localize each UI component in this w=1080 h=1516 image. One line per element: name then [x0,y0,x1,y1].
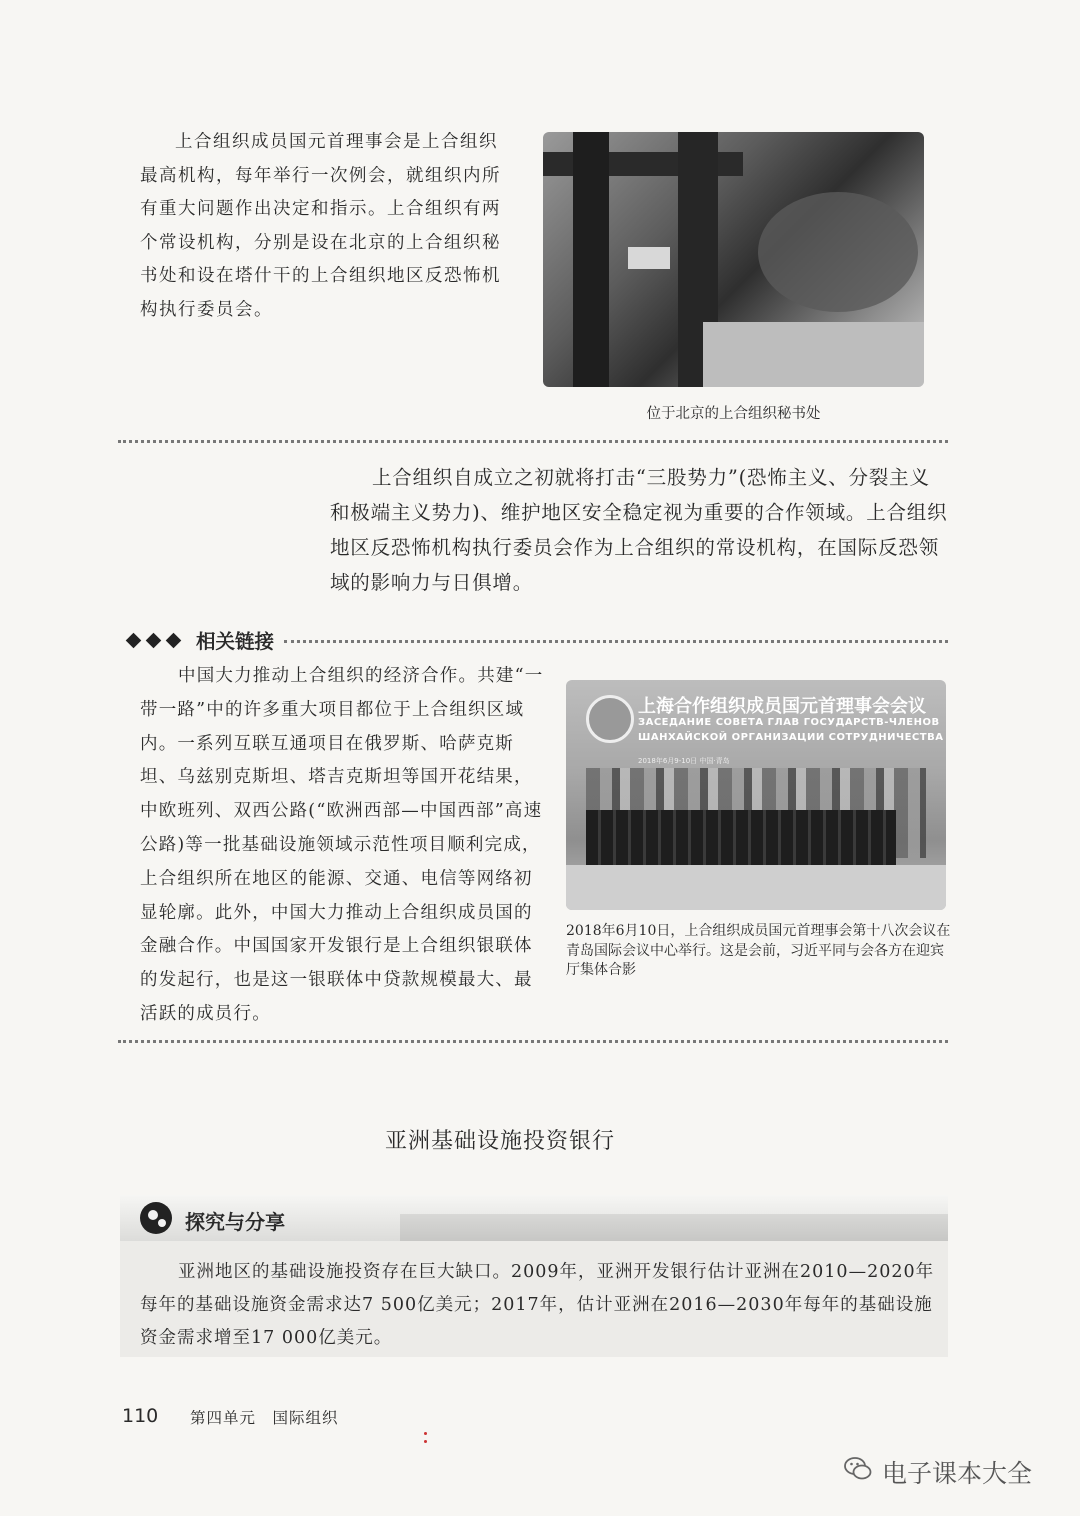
summit-banner-title: 上海合作组织成员国元首理事会会议 [638,696,926,717]
related-links-title: 相关链接 [196,630,275,653]
dotted-divider [118,1040,948,1043]
secretariat-photo [543,132,924,387]
explore-share-title: 探究与分享 [185,1210,285,1234]
anti-terror-paragraph: 上合组织自成立之初就将打击“三股势力”(恐怖主义、分裂主义和极端主义势力)、维护地区安全稳定视为重要的合作领域。上合组织地区反恐怖机构执行委员会作为上合组织的常设机构，在国际反恐领域的影响力与日俱增。 [330,466,948,594]
intro-paragraph: 上合组织成员国元首理事会是上合组织最高机构，每年举行一次例会，就组织内所有重大问题作出决定和指示。上合组织有两个常设机构，分别是设在北京的上合组织秘书处和设在塔什干的上合组织地区反恐怖机构执行委员会。 [140,132,501,320]
dotted-divider [118,440,948,443]
dotted-divider [284,640,948,643]
summit-banner-russian-2: ШАНХАЙСКОЙ ОРГАНИЗАЦИИ СОТРУДНИЧЕСТВА [638,732,944,743]
colon-mark [424,1432,428,1446]
related-links-paragraph: 中国大力推动上合组织的经济合作。共建“一带一路”中的许多重大项目都位于上合组织区域内。一系列互联互通项目在俄罗斯、哈萨克斯坦、乌兹别克斯坦、塔吉克斯坦等国开花结果，中欧班列、双西公路(“欧洲西部—中国西部”高速公路)等一批基础设施领域示范性项目顺利完成，上合组织所在地区的能源、交通、电信等网络初显轮廓。此外，中国大力推动上合组织成员国的金融合作。中国国家开发银行是上合组织银联体的发起行，也是这一银联体中贷款规模最大、最活跃的成员行。 [140,666,544,1024]
page-number: 110 [122,1405,159,1427]
related-links-header [128,626,948,654]
summit-photo-caption: 2018年6月10日，上合组织成员国元首理事会第十八次会议在青岛国际会议中心举行。这是会前，习近平同与会各方在迎宾厅集体合影 [566,923,951,978]
diamond-icon [126,632,142,648]
section-title: 亚洲基础设施投资银行 [384,1129,615,1154]
summit-banner-date: 2018年6月9-10日 中国·青岛 [638,757,730,765]
wechat-icon [843,1456,873,1482]
summit-photo [566,680,946,910]
summit-banner-russian-1: ЗАСЕДАНИЕ СОВЕТА ГЛАВ ГОСУДАРСТВ-ЧЛЕНОВ [638,717,940,728]
sco-logo-icon [586,695,634,743]
diamond-icon [146,632,162,648]
diamond-icon [166,632,182,648]
explore-share-icon [140,1202,172,1234]
watermark-text: 电子课本大全 [882,1459,1033,1488]
explore-share-paragraph: 亚洲地区的基础设施投资存在巨大缺口。2009年，亚洲开发银行估计亚洲在2010—2020年每年的基础设施资金需求达7 500亿美元；2017年，估计亚洲在2016—2030年每年的基础设施资金需求增至17 000亿美元。 [140,1262,935,1348]
footer-unit-label: 第四单元 国际组织 [190,1409,339,1427]
secretariat-photo-caption: 位于北京的上合组织秘书处 [646,406,821,422]
